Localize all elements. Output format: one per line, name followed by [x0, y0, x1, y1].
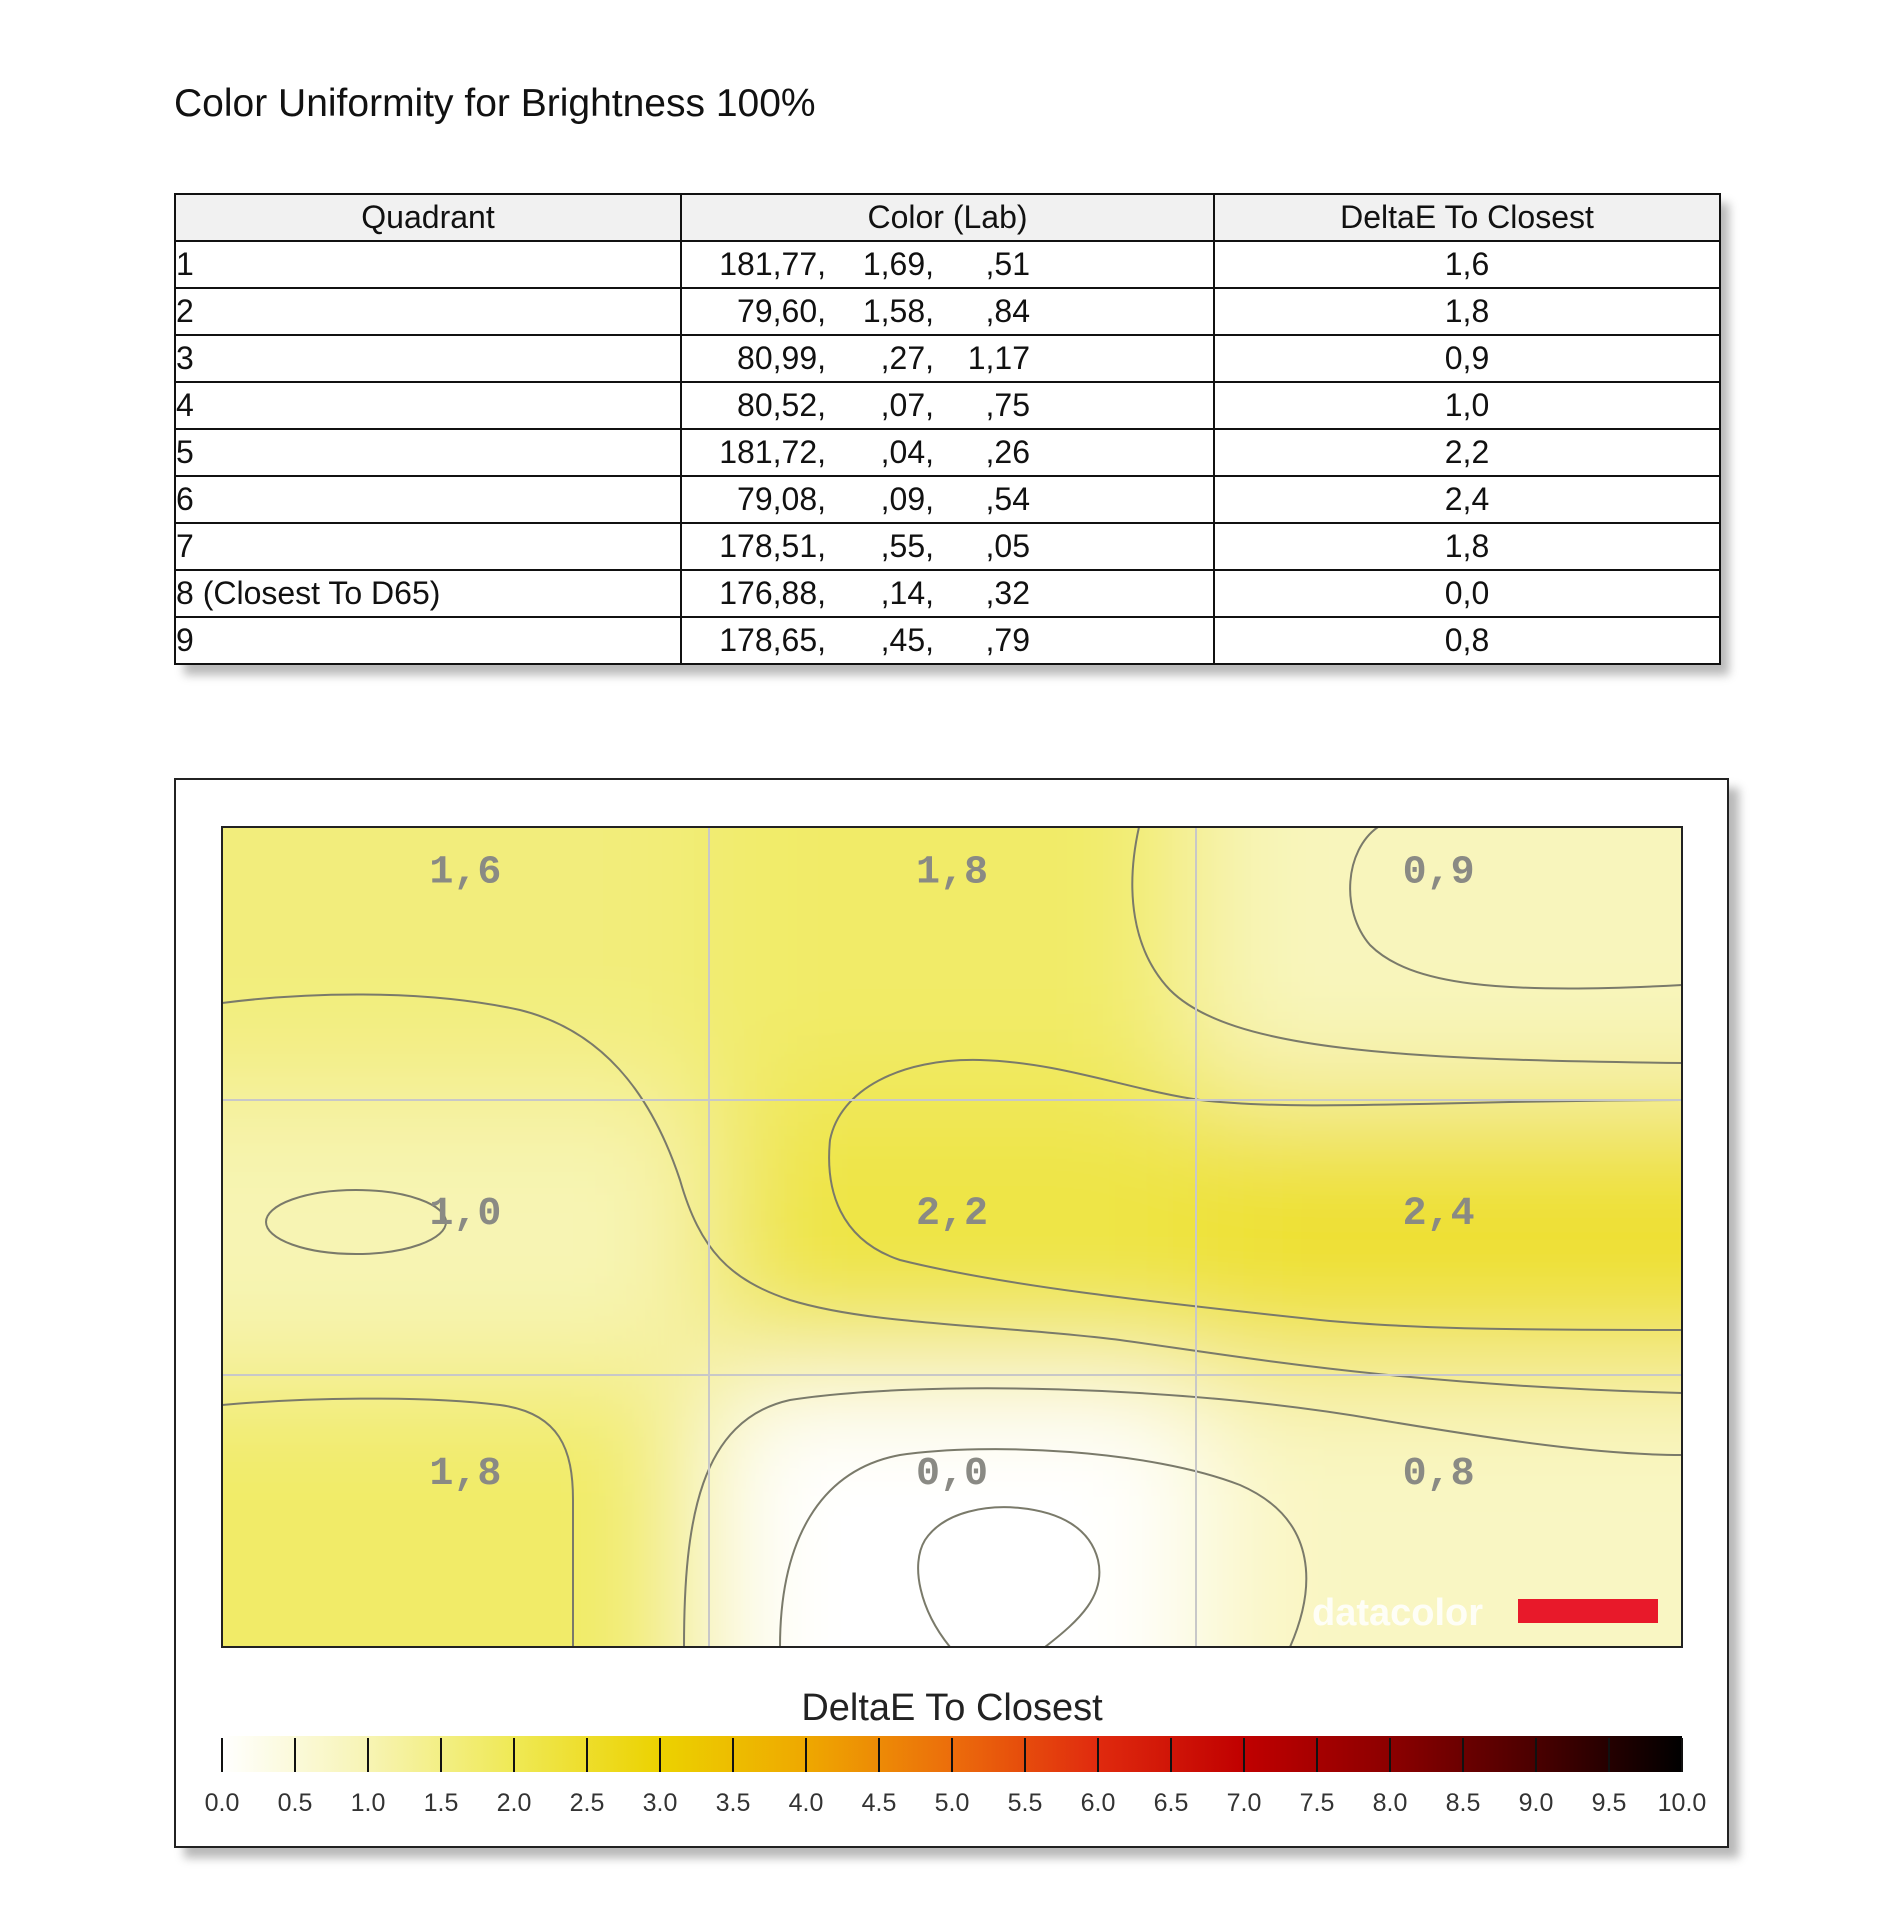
colorbar-tick-label: 0.5	[277, 1789, 313, 1817]
colorbar-tick-label: 8.5	[1445, 1789, 1481, 1817]
cell-value-label: 2,4	[1402, 1192, 1475, 1238]
heatmap-cell	[1195, 1374, 1822, 1787]
cell-quadrant: 1	[175, 241, 681, 288]
colorbar-tick-label: 0.0	[204, 1789, 240, 1817]
cell-deltae: 0,0	[1214, 570, 1720, 617]
lab-a-value: ,09,	[880, 481, 934, 517]
cell-quadrant: 5	[175, 429, 681, 476]
lab-b-value: ,51	[985, 246, 1030, 282]
colorbar-tick-label: 4.0	[788, 1789, 824, 1817]
cell-quadrant: 4	[175, 382, 681, 429]
lab-a-value: ,14,	[880, 575, 934, 611]
colorbar-tick-label: 4.5	[861, 1789, 897, 1817]
header-color-lab: Color (Lab)	[681, 194, 1214, 241]
cell-value-label: 1,8	[915, 850, 989, 896]
cell-quadrant: 6	[175, 476, 681, 523]
lab-l-value: 80,52,	[737, 387, 826, 423]
cell-quadrant: 2	[175, 288, 681, 335]
colorbar-tick-label: 2.5	[569, 1789, 605, 1817]
lab-b-value: ,84	[985, 293, 1030, 329]
colorbar-tick-label: 3.5	[715, 1789, 751, 1817]
lab-a-value: ,07,	[880, 387, 934, 423]
cell-value-label: 2,2	[915, 1192, 989, 1238]
lab-l-value: 181,72,	[719, 434, 826, 470]
cell-quadrant: 3	[175, 335, 681, 382]
colorbar-tick-label: 1.0	[350, 1789, 386, 1817]
header-deltae: DeltaE To Closest	[1214, 194, 1720, 241]
cell-deltae: 0,8	[1214, 617, 1720, 664]
cell-deltae: 0,9	[1214, 335, 1720, 382]
colorbar-tick-label: 6.5	[1153, 1789, 1189, 1817]
cell-value-label: 1,0	[429, 1192, 502, 1238]
cell-deltae: 1,8	[1214, 523, 1720, 570]
heatmap-cell	[1195, 1100, 1822, 1373]
page-title: Color Uniformity for Brightness 100%	[174, 82, 816, 125]
colorbar-title: DeltaE To Closest	[801, 1687, 1103, 1729]
cell-value-label: 0,0	[915, 1451, 989, 1497]
colorbar-tick-label: 9.5	[1591, 1789, 1627, 1817]
header-quadrant: Quadrant	[175, 194, 681, 241]
colorbar-tick-label: 3.0	[642, 1789, 678, 1817]
colorbar-tick-label: 5.0	[934, 1789, 970, 1817]
lab-b-value: ,05	[985, 528, 1030, 564]
colorbar-tick-label: 9.0	[1518, 1789, 1554, 1817]
lab-a-value: ,45,	[880, 622, 934, 658]
colorbar-tick-label: 7.5	[1299, 1789, 1335, 1817]
lab-a-value: 1,58,	[862, 293, 934, 329]
lab-b-value: ,75	[985, 387, 1030, 423]
lab-a-value: 1,69,	[862, 246, 934, 282]
lab-a-value: ,04,	[880, 434, 934, 470]
colorbar-tick-label: 10.0	[1657, 1789, 1707, 1817]
lab-l-value: 79,60,	[737, 293, 826, 329]
lab-l-value: 80,99,	[737, 340, 826, 376]
colorbar-tick-label: 2.0	[496, 1789, 532, 1817]
cell-value-label: 1,6	[429, 850, 502, 896]
heatmap-cell	[82, 687, 709, 1100]
cell-deltae: 1,0	[1214, 382, 1720, 429]
datacolor-logo-text: datacolor	[1312, 1592, 1484, 1634]
cell-quadrant: 8 (Closest To D65)	[175, 570, 681, 617]
cell-quadrant: 7	[175, 523, 681, 570]
lab-l-value: 176,88,	[719, 575, 826, 611]
lab-b-value: 1,17	[967, 340, 1030, 376]
cell-deltae: 2,4	[1214, 476, 1720, 523]
cell-deltae: 1,6	[1214, 241, 1720, 288]
lab-l-value: 178,51,	[719, 528, 826, 564]
lab-b-value: ,79	[985, 622, 1030, 658]
cell-value-label: 0,8	[1402, 1451, 1475, 1497]
colorbar-tick-label: 1.5	[423, 1789, 459, 1817]
cell-deltae: 1,8	[1214, 288, 1720, 335]
lab-l-value: 79,08,	[737, 481, 826, 517]
datacolor-logo-bar	[1518, 1599, 1658, 1623]
lab-a-value: ,55,	[880, 528, 934, 564]
lab-l-value: 181,77,	[719, 246, 826, 282]
lab-b-value: ,26	[985, 434, 1030, 470]
cell-value-label: 0,9	[1402, 850, 1475, 896]
heatmap-cell	[82, 1100, 709, 1373]
lab-a-value: ,27,	[880, 340, 934, 376]
cell-deltae: 2,2	[1214, 429, 1720, 476]
cell-quadrant: 9	[175, 617, 681, 664]
cell-value-label: 1,8	[429, 1451, 502, 1497]
heatmap-cell	[82, 1374, 709, 1787]
lab-b-value: ,54	[985, 481, 1030, 517]
colorbar-tick-label: 8.0	[1372, 1789, 1408, 1817]
lab-b-value: ,32	[985, 575, 1030, 611]
colorbar-tick-label: 5.5	[1007, 1789, 1043, 1817]
colorbar-tick-label: 7.0	[1226, 1789, 1262, 1817]
heatmap-cell	[1195, 687, 1822, 1100]
colorbar-tick-label: 6.0	[1080, 1789, 1116, 1817]
lab-l-value: 178,65,	[719, 622, 826, 658]
